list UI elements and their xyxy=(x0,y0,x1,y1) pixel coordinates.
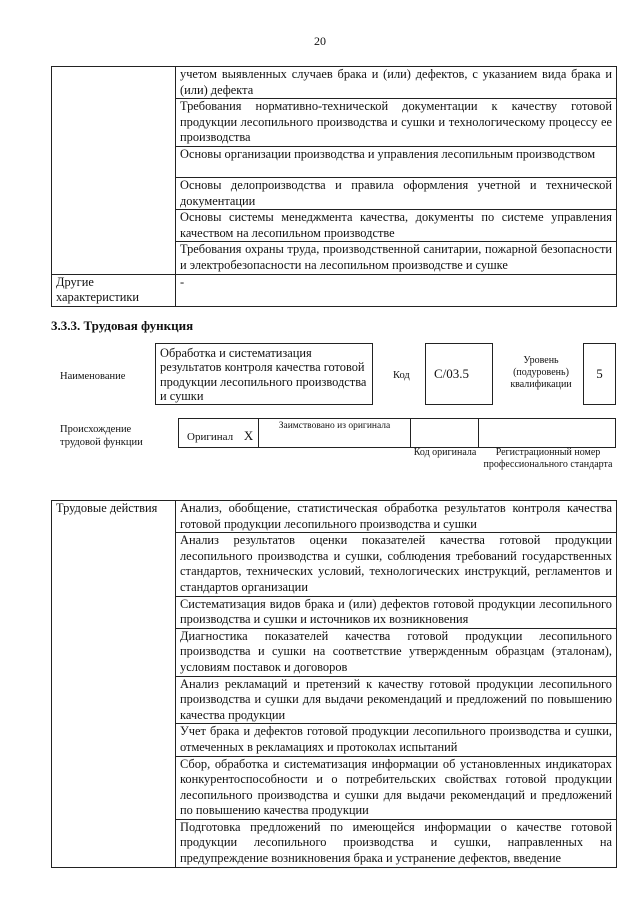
requirement-row: Основы делопроизводства и правила оформления учетной и технической документации xyxy=(176,177,617,209)
requirement-row: Основы системы менеджмента качества, документы по системе управления качеством на лесопильном производстве xyxy=(176,210,617,242)
knowledge-label-cell xyxy=(52,67,176,275)
other-characteristics-label: Другие характеристики xyxy=(52,274,176,306)
original-label: Оригинал xyxy=(187,431,234,443)
reg-number-caption: Регистрационный номер профессионального стандарта xyxy=(483,447,613,470)
knowledge-table xyxy=(51,66,617,307)
function-name-box: Обработка и систематизация результатов контроля качества готовой продукции лесопильного производства и сушки xyxy=(155,343,373,405)
labor-action-row: Систематизация видов брака и (или) дефектов готовой продукции лесопильного производства и сушки и источников их возникновения xyxy=(176,596,617,628)
requirement-row: учетом выявленных случаев брака и (или) дефектов, с указанием вида брака и (или) дефекта xyxy=(176,67,617,99)
level-label: Уровень (подуровень) квалификации xyxy=(510,355,572,390)
code-label: Код xyxy=(393,370,410,381)
original-cell xyxy=(178,418,259,448)
labor-action-row: Подготовка предложений по имеющейся информации о качестве готовой продукции лесопильного производства и сушки, направленных на предупреждение возникновения брака и устранение дефектов, введение xyxy=(176,819,617,867)
labor-actions-label: Трудовые действия xyxy=(52,501,176,868)
reg-number-cell xyxy=(478,418,616,448)
labor-actions-table xyxy=(51,500,617,868)
code-box: C/03.5 xyxy=(425,343,493,405)
name-label: Наименование xyxy=(60,371,126,382)
labor-action-row: Анализ, обобщение, статистическая обработка результатов контроля качества готовой продукции лесопильного производства и сушки xyxy=(176,501,617,533)
labor-action-row: Диагностика показателей качества готовой продукции лесопильного производства и сушки на соответствие утвержденным образцам (эталонам), условиям поставок и договоров xyxy=(176,628,617,676)
labor-action-row: Сбор, обработка и систематизация информации об установленных индикаторах конкурентоспособности и о потребительских свойствах готовой продукции лесопильного производства и сушки для выдачи рекомендаций и предложений по повышению качества продукции xyxy=(176,756,617,819)
code-original-caption: Код оригинала xyxy=(413,447,477,458)
other-characteristics-value: - xyxy=(176,274,617,306)
labor-action-row: Анализ результатов оценки показателей качества готовой продукции лесопильного производства и сушки, соблюдения требований государственных стандартов, технических условий, технологических инструкций, регламентов и стандартов организации xyxy=(176,533,617,596)
origin-grid xyxy=(178,418,616,448)
original-mark: X xyxy=(243,428,254,443)
section-title: 3.3.3. Трудовая функция xyxy=(51,318,194,333)
requirement-row: Требования нормативно-технической документации к качеству готовой продукции лесопильного производства и сушки и технологическому процессу ее производства xyxy=(176,99,617,147)
level-box: 5 xyxy=(583,343,616,405)
origin-label: Происхождение трудовой функции xyxy=(60,424,143,448)
code-original-cell xyxy=(410,418,479,448)
requirement-row: Основы организации производства и управления лесопильным производством xyxy=(176,146,617,177)
page-number: 20 xyxy=(314,34,326,48)
labor-action-row: Анализ рекламаций и претензий к качеству готовой продукции лесопильного производства и сушки для выдачи рекомендаций и предложений по повышению качества продукции xyxy=(176,676,617,724)
requirement-row: Требования охраны труда, производственной санитарии, пожарной безопасности и электробезопасности на лесопильном производстве и сушке xyxy=(176,242,617,274)
borrowed-cell: Заимствовано из оригинала xyxy=(258,418,411,448)
labor-action-row: Учет брака и дефектов готовой продукции лесопильного производства и сушки, отмеченных в рекламациях и протоколах испытаний xyxy=(176,724,617,756)
